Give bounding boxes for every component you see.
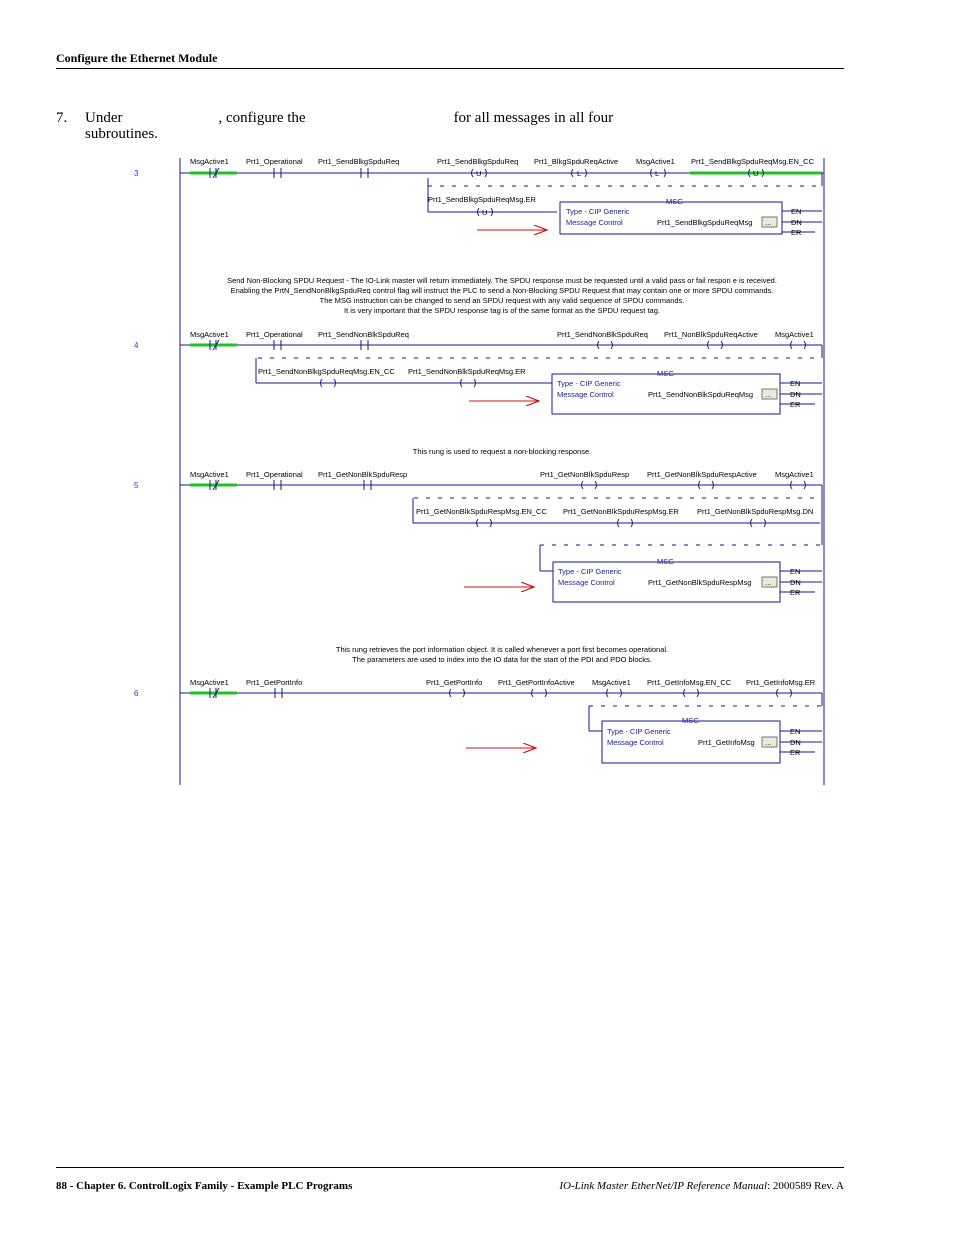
svg-text:Prt1_NonBlkSpduReqActive: Prt1_NonBlkSpduReqActive bbox=[664, 330, 758, 339]
msg-type: Type - CIP Generic bbox=[566, 207, 630, 216]
rung-3 bbox=[134, 157, 824, 237]
svg-text:Prt1_SendNonBlkSpduReqMsg: Prt1_SendNonBlkSpduReqMsg bbox=[648, 390, 754, 399]
coil-label: MsgActive1 bbox=[636, 157, 675, 166]
svg-text:Prt1_GetNonBlkSpduRespMsg.DN: Prt1_GetNonBlkSpduRespMsg.DN bbox=[697, 507, 814, 516]
svg-text:ER: ER bbox=[790, 748, 801, 757]
rung-number: 6 bbox=[134, 689, 139, 698]
msg-tag: Prt1_SendBlkgSpduReqMsg bbox=[657, 218, 753, 227]
svg-text:Prt1_SendNonBlkSpduReqMsg.ER: Prt1_SendNonBlkSpduReqMsg.ER bbox=[408, 367, 526, 376]
svg-text:Message Control: Message Control bbox=[607, 738, 664, 747]
svg-text:Message Control: Message Control bbox=[557, 390, 614, 399]
rung-4-comment bbox=[227, 276, 777, 315]
svg-text:Prt1_SendNonBlkSpduReq: Prt1_SendNonBlkSpduReq bbox=[318, 330, 409, 339]
svg-text:Send Non-Blocking SPDU Request: Send Non-Blocking SPDU Request - The IO-Link master will return immediately. The SPDU response must be requested until a valid pass or fail respon e is received. bbox=[227, 276, 777, 285]
msg-output-en: EN bbox=[791, 207, 802, 216]
svg-text:Prt1_SendNonBlkSpduReq: Prt1_SendNonBlkSpduReq bbox=[557, 330, 648, 339]
svg-text:ER: ER bbox=[790, 400, 801, 409]
svg-text:...: ... bbox=[765, 390, 772, 399]
contact-label: Prt1_SendBlkgSpduReq bbox=[318, 157, 400, 166]
rung-6 bbox=[134, 678, 822, 763]
svg-text:U: U bbox=[753, 169, 759, 178]
msg-title: MSG bbox=[666, 197, 684, 206]
rung-5 bbox=[134, 470, 822, 602]
contact-label: Prt1_Operational bbox=[246, 157, 303, 166]
svg-text:U: U bbox=[476, 169, 482, 178]
msg-output-dn: DN bbox=[791, 218, 802, 227]
rung-4 bbox=[134, 330, 822, 414]
coil-label: Prt1_SendBlkgSpduReq bbox=[437, 157, 519, 166]
svg-text:Type - CIP Generic: Type - CIP Generic bbox=[558, 567, 622, 576]
footer-rule bbox=[56, 1167, 844, 1168]
svg-text:MSG: MSG bbox=[657, 557, 675, 566]
step-text-b: , configure the bbox=[218, 110, 306, 126]
rung-6-comment bbox=[336, 645, 668, 664]
svg-text:Prt1_Operational: Prt1_Operational bbox=[246, 470, 303, 479]
msg-config-button-label: ... bbox=[765, 218, 772, 227]
svg-text:Type - CIP Generic: Type - CIP Generic bbox=[607, 727, 671, 736]
rung-number: 3 bbox=[134, 169, 139, 178]
svg-text:EN: EN bbox=[790, 727, 801, 736]
svg-text:L: L bbox=[577, 169, 582, 178]
svg-text:Prt1_GetPortInfoActive: Prt1_GetPortInfoActive bbox=[498, 678, 575, 687]
svg-text:EN: EN bbox=[790, 379, 801, 388]
rung-number: 5 bbox=[134, 481, 139, 490]
svg-text:MsgActive1: MsgActive1 bbox=[775, 330, 814, 339]
svg-text:...: ... bbox=[765, 578, 772, 587]
msg-control: Message Control bbox=[566, 218, 623, 227]
svg-text:Prt1_GetNonBlkSpduRespMsg: Prt1_GetNonBlkSpduRespMsg bbox=[648, 578, 752, 587]
footer-left: 88 - Chapter 6. ControlLogix Family - Example PLC Programs bbox=[56, 1180, 353, 1192]
svg-text:This rung retrieves the port i: This rung retrieves the port information object. It is called whenever a port first becomes operational. bbox=[335, 645, 669, 654]
svg-text:It is very important that the: It is very important that the SPDU response tag is of the same format as the SPDU request tag. bbox=[344, 306, 660, 315]
step-number: 7. bbox=[56, 110, 68, 126]
svg-text:Prt1_GetPortInfo: Prt1_GetPortInfo bbox=[246, 678, 303, 687]
svg-text:Prt1_GetInfoMsg.ER: Prt1_GetInfoMsg.ER bbox=[746, 678, 816, 687]
svg-text:Message Control: Message Control bbox=[558, 578, 615, 587]
svg-text:DN: DN bbox=[790, 578, 801, 587]
coil-label: Prt1_BlkgSpduReqActive bbox=[534, 157, 619, 166]
svg-text:Prt1_GetNonBlkSpduResp: Prt1_GetNonBlkSpduResp bbox=[318, 470, 408, 479]
svg-text:L: L bbox=[655, 169, 660, 178]
svg-text:DN: DN bbox=[790, 738, 801, 747]
branch-coil-label: Prt1_SendBlkgSpduReqMsg.ER bbox=[428, 195, 536, 204]
step-text-c: for all messages in all four bbox=[453, 110, 614, 126]
svg-text:Prt1_Operational: Prt1_Operational bbox=[246, 330, 303, 339]
step-text-a: Under bbox=[85, 110, 123, 126]
svg-text:DN: DN bbox=[790, 390, 801, 399]
footer-manual-title: IO-Link Master EtherNet/IP Reference Manual bbox=[559, 1180, 768, 1192]
svg-text:Prt1_GetPortInfo: Prt1_GetPortInfo bbox=[426, 678, 483, 687]
svg-text:Type - CIP Generic: Type - CIP Generic bbox=[557, 379, 621, 388]
svg-text:...: ... bbox=[765, 738, 772, 747]
page-header-title: Configure the Ethernet Module bbox=[56, 51, 218, 65]
svg-text:MSG: MSG bbox=[657, 369, 675, 378]
coil-label: Prt1_SendBlkgSpduReqMsg.EN_CC bbox=[691, 157, 814, 166]
svg-text:MsgActive1: MsgActive1 bbox=[190, 678, 229, 687]
svg-text:MsgActive1: MsgActive1 bbox=[592, 678, 631, 687]
svg-text:Prt1_GetNonBlkSpduRespMsg.EN_C: Prt1_GetNonBlkSpduRespMsg.EN_CC bbox=[416, 507, 547, 516]
rung-5-comment: This rung is used to request a non-blocking response. bbox=[412, 447, 592, 456]
svg-text:EN: EN bbox=[790, 567, 801, 576]
svg-text:ER: ER bbox=[790, 588, 801, 597]
step-line-2: subroutines. bbox=[85, 126, 158, 142]
svg-text:MsgActive1: MsgActive1 bbox=[190, 330, 229, 339]
svg-text:Prt1_GetNonBlkSpduRespMsg.ER: Prt1_GetNonBlkSpduRespMsg.ER bbox=[563, 507, 679, 516]
footer-doc-number: : 2000589 Rev. A bbox=[767, 1180, 844, 1192]
svg-text:MSG: MSG bbox=[682, 716, 700, 725]
svg-text:MsgActive1: MsgActive1 bbox=[190, 470, 229, 479]
svg-text:Enabling the PrtN_SendNonBlkgS: Enabling the PrtN_SendNonBlkgSpduReq control flag will instruct the PLC to send a Non-Blocking SPDU Request that may contain one or more SPDU commands. bbox=[230, 286, 774, 295]
svg-text:Prt1_SendNonBlkgSpduReqMsg.EN_: Prt1_SendNonBlkgSpduReqMsg.EN_CC bbox=[258, 367, 395, 376]
svg-text:The MSG instruction can be cha: The MSG instruction can be changed to send an SPDU request with any valid sequence of SPDU commands. bbox=[319, 296, 685, 305]
svg-text:MsgActive1: MsgActive1 bbox=[775, 470, 814, 479]
svg-text:The parameters are used to ind: The parameters are used to index into the IO data for the start of the PDI and PDO blocks. bbox=[352, 655, 652, 664]
msg-output-er: ER bbox=[791, 228, 802, 237]
svg-text:U: U bbox=[482, 208, 488, 217]
svg-text:Prt1_GetNonBlkSpduResp: Prt1_GetNonBlkSpduResp bbox=[540, 470, 630, 479]
rung-number: 4 bbox=[134, 341, 139, 350]
svg-text:Prt1_GetNonBlkSpduRespActive: Prt1_GetNonBlkSpduRespActive bbox=[647, 470, 757, 479]
svg-text:Prt1_GetInfoMsg.EN_CC: Prt1_GetInfoMsg.EN_CC bbox=[647, 678, 732, 687]
svg-text:Prt1_GetInfoMsg: Prt1_GetInfoMsg bbox=[698, 738, 755, 747]
contact-label: MsgActive1 bbox=[190, 157, 229, 166]
footer-right bbox=[559, 1180, 844, 1192]
